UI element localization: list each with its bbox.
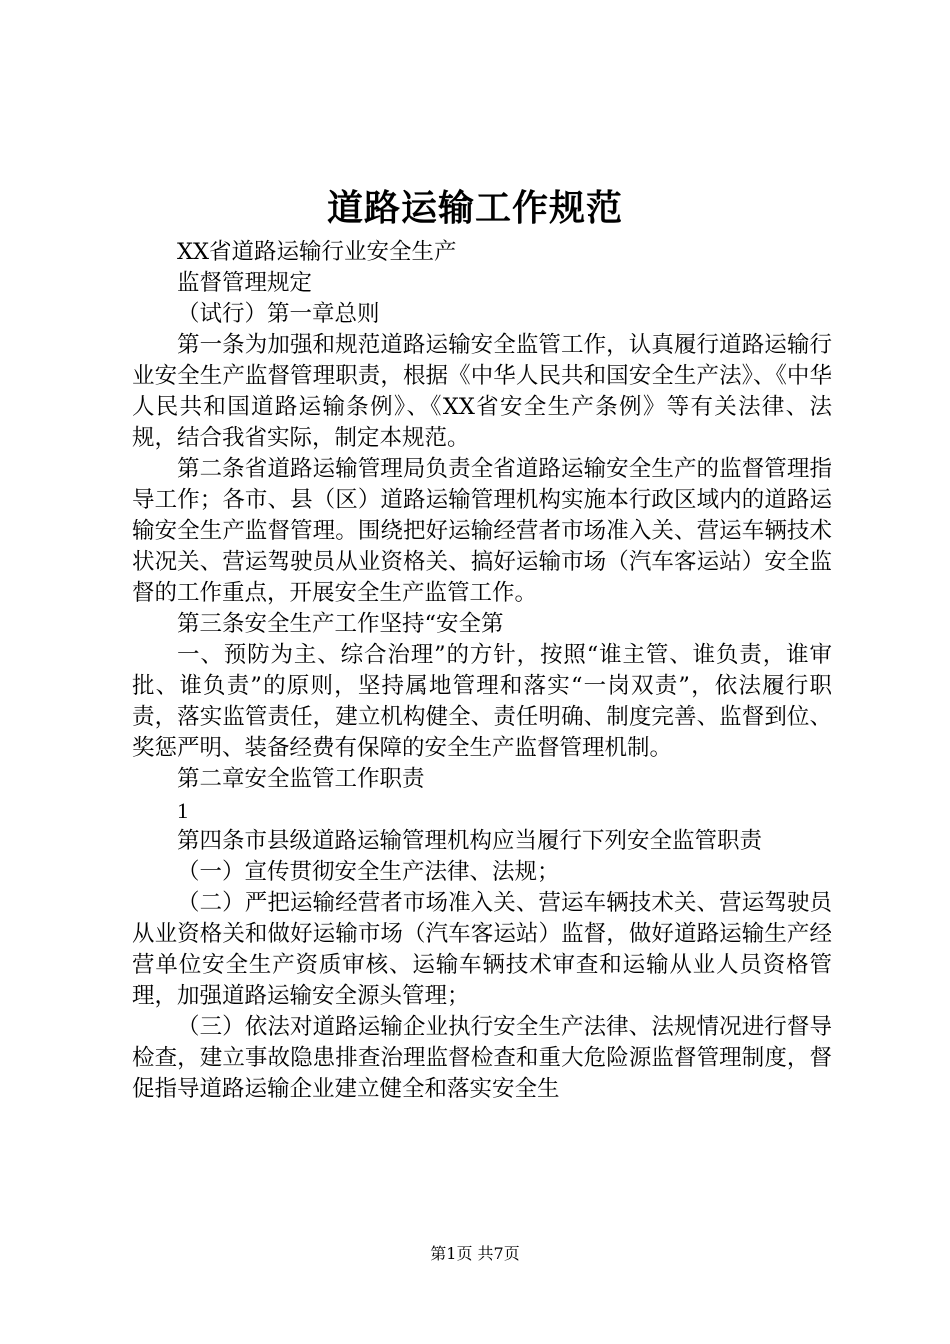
list-item-3: （三）依法对道路运输企业执行安全生产法律、法规情况进行督导检查，建立事故隐患排查治理监督检查和重大危险源监督管理制度，督促指导道路运输企业建立健全和落实安全生 [132,1014,832,1102]
paragraph-heading-province: XX省道路运输行业安全生产 [177,239,457,265]
document-title: 道路运输工作规范 [326,187,623,229]
paragraph-chapter-one: （试行）第一章总则 [177,301,380,327]
paragraph-article-4: 第四条市县级道路运输管理机构应当履行下列安全监管职责 [177,828,763,854]
document-body [132,237,832,1105]
page-number-footer: 第1页 共7页 [430,1244,520,1263]
paragraph-article-1: 第一条为加强和规范道路运输安全监管工作，认真履行道路运输行业安全生产监督管理职责，根据《中华人民共和国安全生产法》、《中华人民共和国道路运输条例》、《XX省安全生产条例》等有关法律、法规，结合我省实际，制定本规范。 [132,332,832,451]
paragraph-inline-number: 1 [177,798,189,823]
paragraph-article-3-cont: 一、预防为主、综合治理”的方针，按照“谁主管、谁负责，谁审批、谁负责”的原则，坚持属地管理和落实“一岗双责”，依法履行职责，落实监管责任，建立机构健全、责任明确、制度完善、监督到位、奖惩严明、装备经费有保障的安全生产监督管理机制。 [132,642,832,761]
paragraph-article-2: 第二条省道路运输管理局负责全省道路运输安全生产的监督管理指导工作；各市、县（区）道路运输管理机构实施本行政区域内的道路运输安全生产监督管理。围绕把好运输经营者市场准入关、营运车辆技术状况关、营运驾驶员从业资格关、搞好运输市场（汽车客运站）安全监督的工作重点，开展安全生产监管工作。 [132,456,832,606]
list-item-2: （二）严把运输经营者市场准入关、营运车辆技术关、营运驾驶员从业资格关和做好运输市场（汽车客运站）监督，做好道路运输生产经营单位安全生产资质审核、运输车辆技术审查和运输从业人员资格管理，加强道路运输安全源头管理； [132,890,832,1009]
paragraph-heading-regulation: 监督管理规定 [177,270,313,296]
paragraph-article-3: 第三条安全生产工作坚持“安全第 [177,611,504,637]
list-item-1: （一）宣传贯彻安全生产法律、法规； [177,859,560,885]
paragraph-chapter-two: 第二章安全监管工作职责 [177,766,425,792]
